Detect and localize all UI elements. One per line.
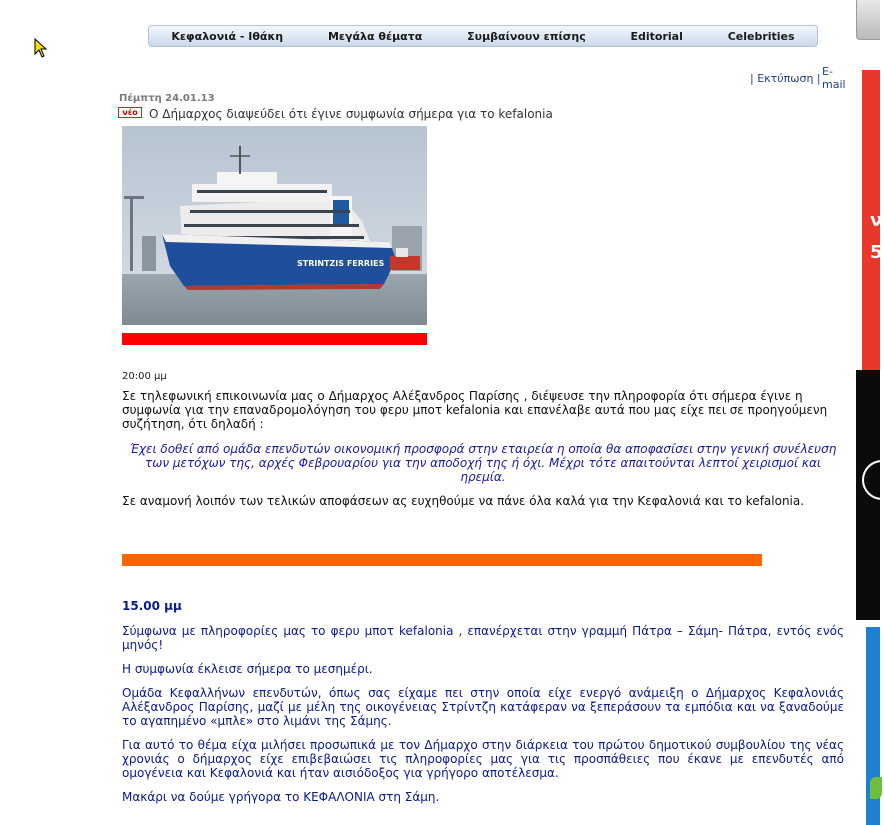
nav-item-megala-themata[interactable]: Μεγάλα θέματα [327, 29, 423, 43]
side-ad-banner-black[interactable] [856, 370, 880, 620]
article-headline: Ο Δήμαρχος διαψεύδει ότι έγινε συμφωνία σήμερα για το kefalonia [149, 107, 553, 121]
nav-item-kefalonia-ithaki[interactable]: Κεφαλονιά - Ιθάκη [171, 29, 284, 43]
update2-paragraph-2: Η συμφωνία έκλεισε σήμερα το μεσημέρι. [122, 662, 373, 676]
banner-glyph: 5 [870, 242, 883, 263]
nav-item-symvainoun-episis[interactable]: Συμβαίνουν επίσης [467, 29, 586, 43]
update1-paragraph-1: Σε τηλεφωνική επικοινωνία μας ο Δήμαρχος Αλέξανδρος Παρίσης , διέψευσε την πληροφορία ότι σήμερα έγινε η συμφωνία για την επαναδρομολόγηση του φερυ μποτ kefalonia και επανέλαβε αυτά που μας είχε πει σε προηγούμενη συζήτηση, ότι δηλαδή : [122, 389, 828, 431]
update2-paragraph-4: Για αυτό το θέμα είχα μιλήσει προσωπικά με τον Δήμαρχο στην διάρκεια του πρώτου δημοτικού συμβουλίου της νέας χρονιάς ο δήμαρχος είχε επιβεβαιώσει τις πληροφορίες μας για τις προσπάθειες που έκανε με επενδυτές από ομογένεια και Κεφαλονιά και ήταν αισιόδοξος για γρήγορο αποτέλεσμα. [122, 738, 844, 780]
update1-paragraph-2: Σε αναμονή λοιπόν των τελικών αποφάσεων ας ευχηθούμε να πάνε όλα καλά για την Κεφαλονιά και το kefalonia. [122, 494, 805, 508]
update-time-1: 20:00 μμ [122, 371, 167, 382]
side-ad-banner-red[interactable] [862, 70, 883, 370]
nav-item-editorial[interactable]: Editorial [630, 29, 683, 43]
update2-paragraph-5: Μακάρι να δούμε γρήγορα το ΚΕΦΑΛΟΝΙΑ στη Σάμη. [122, 790, 440, 804]
separator: | [750, 72, 754, 85]
separator: | [816, 72, 821, 85]
article-date: Πέμπτη 24.01.13 [119, 93, 215, 104]
update-time-2: 15.00 μμ [122, 599, 182, 613]
new-badge: νέο [118, 107, 142, 118]
update1-quote: Έχει δοθεί από ομάδα επενδυτών οικονομική προσφορά στην εταιρεία η οποία θα αποφασίσει στην γενική συνέλευση των μετόχων της, αρχές Φεβρουαρίου για την αποδοχή της ή όχι. Μέχρι τότε απαιτούνται λεπτοί χειρισμοί και ηρεμία. [129, 442, 837, 484]
red-divider-bar [122, 333, 427, 345]
mouse-cursor-icon [34, 38, 48, 58]
window-corner-tab[interactable] [856, 0, 880, 40]
cloud-icon [862, 460, 884, 500]
print-link[interactable]: Εκτύπωση [757, 72, 814, 85]
update2-paragraph-3: Ομάδα Κεφαλλήνων επενδυτών, όπως σας είχαμε πει στην οποία είχε ενεργό ανάμειξη ο Δήμαρχος Κεφαλονιάς Αλέξανδρος Παρίσης, μαζί με μέλη της οικογένειας Στρίντζη κατάφεραν να ξεπεράσουν τα εμπόδια και να ξαναδούμε το αγαπημένο «μπλε» στο λιμάνι της Σάμης. [122, 686, 844, 728]
email-link[interactable]: E-mail [822, 65, 846, 91]
orange-divider-bar [122, 554, 762, 566]
nav-item-celebrities[interactable]: Celebrities [727, 29, 795, 43]
top-navigation [148, 25, 818, 47]
banner-glyph: ν [870, 210, 883, 231]
hull-lettering: STRINTZIS FERRIES [297, 259, 385, 268]
side-ad-banner-blue[interactable] [866, 627, 880, 825]
update2-paragraph-1: Σύμφωνα με πληροφορίες μας το φερυ μποτ kefalonia , επανέρχεται στην γραμμή Πάτρα – Σάμη- Πάτρα, εντός ενός μηνός! [122, 624, 844, 652]
ferry-photo [122, 126, 427, 325]
print-toolbar [750, 72, 821, 85]
leaf-icon [870, 777, 882, 799]
